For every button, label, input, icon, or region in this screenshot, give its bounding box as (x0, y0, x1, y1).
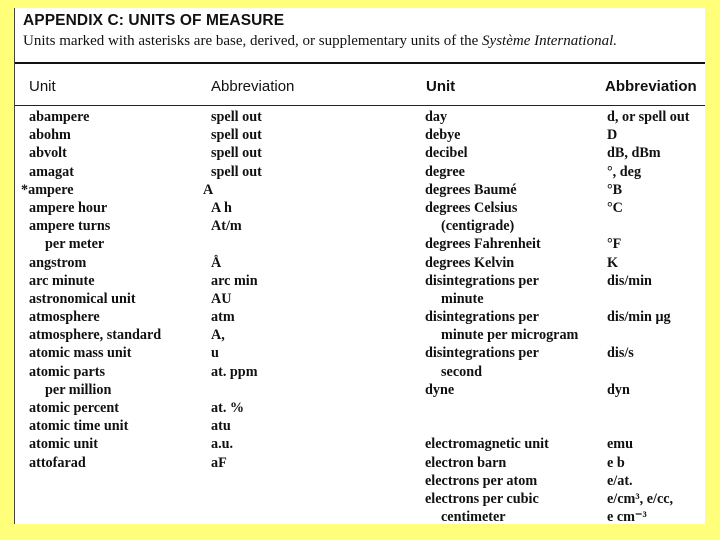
unit-name: degrees Fahrenheit (425, 236, 541, 253)
table-row (425, 326, 690, 344)
table-row (29, 272, 262, 290)
table-row (425, 417, 690, 435)
header-abbreviation-right: Abbreviation (605, 78, 697, 95)
table-row (425, 144, 690, 162)
unit-abbreviation: dis/min (607, 272, 652, 289)
unit-name: atomic unit (29, 436, 98, 453)
unit-abbreviation: °C (607, 199, 623, 216)
page-title: APPENDIX C: UNITS OF MEASURE (23, 12, 285, 29)
table-row (425, 290, 690, 308)
table-row (29, 144, 262, 162)
table-row (425, 454, 690, 472)
unit-name: debye (425, 127, 461, 144)
unit-name: abampere (29, 109, 90, 125)
appendix-page (14, 8, 705, 524)
unit-abbreviation: spell out (211, 109, 262, 125)
table-row (425, 217, 690, 235)
unit-name: *ampere (21, 181, 74, 198)
unit-abbreviation: D (607, 127, 618, 144)
table-row (29, 108, 262, 126)
table-row (425, 235, 690, 253)
unit-name: amagat (29, 163, 74, 180)
header-unit-left: Unit (29, 78, 56, 95)
unit-abbreviation: K (607, 254, 619, 271)
table-row (425, 399, 690, 417)
unit-abbreviation: u (211, 345, 219, 362)
unit-abbreviation: dB, dBm (607, 145, 661, 162)
unit-abbreviation: °B (607, 181, 623, 198)
header-unit-right: Unit (426, 78, 456, 95)
unit-name: atomic percent (29, 400, 119, 416)
unit-abbreviation: e cm⁻³ (607, 509, 647, 524)
unit-abbreviation: °F (607, 236, 622, 253)
table-row (29, 344, 262, 362)
unit-abbreviation: dis/s (607, 345, 634, 362)
unit-name: per meter (45, 236, 105, 253)
unit-name: abvolt (29, 145, 67, 162)
unit-name: ampere turns (29, 218, 111, 235)
unit-name: degrees Kelvin (425, 254, 515, 271)
unit-name: electromagnetic unit (425, 436, 549, 453)
top-rule (15, 62, 705, 64)
unit-name: angstrom (29, 254, 87, 271)
table-row (29, 199, 262, 217)
unit-abbreviation: At/m (211, 218, 242, 235)
unit-abbreviation: A h (211, 199, 232, 216)
unit-abbreviation: A (203, 181, 214, 198)
table-row (29, 217, 262, 235)
unit-name: (centigrade) (441, 218, 515, 235)
table-row (425, 508, 690, 524)
unit-abbreviation: at. % (211, 400, 245, 416)
table-row (425, 272, 690, 290)
unit-name (425, 417, 607, 435)
unit-abbreviation: atm (211, 309, 235, 326)
unit-name: astronomical unit (29, 290, 136, 307)
unit-name: ampere hour (29, 199, 108, 216)
right-unit-table (425, 108, 690, 524)
unit-name: disintegrations per (425, 309, 539, 326)
table-row (29, 163, 262, 181)
unit-name: minute per microgram (441, 327, 579, 344)
unit-name: atmosphere, standard (29, 327, 162, 344)
unit-name: abohm (29, 127, 71, 144)
unit-name: atmosphere (29, 309, 100, 326)
unit-name: electron barn (425, 454, 507, 471)
table-row (425, 254, 690, 272)
page-subtitle (23, 33, 617, 50)
table-row (425, 108, 690, 126)
unit-name: dyne (425, 381, 455, 398)
subtitle-italic: Système International. (482, 33, 618, 49)
unit-abbreviation: spell out (211, 145, 262, 162)
unit-name: arc minute (29, 272, 95, 289)
unit-name: attofarad (29, 454, 86, 471)
unit-name: degrees Baumé (425, 181, 517, 198)
table-row (425, 163, 690, 181)
unit-name: per million (45, 381, 112, 398)
table-row (425, 126, 690, 144)
table-row (425, 435, 690, 453)
table-row (29, 326, 262, 344)
table-row (425, 472, 690, 490)
unit-abbreviation: e/cm³, e/cc, (607, 490, 674, 507)
unit-abbreviation: dis/min μg (607, 309, 671, 326)
unit-name: decibel (425, 145, 468, 162)
table-row (425, 363, 690, 381)
table-row (425, 181, 690, 199)
unit-name: degrees Celsius (425, 199, 518, 216)
unit-name: degree (425, 163, 465, 180)
table-row (29, 454, 262, 472)
unit-abbreviation: atu (211, 418, 231, 435)
table-row (29, 363, 262, 381)
unit-name (425, 399, 607, 417)
table-row (29, 399, 262, 417)
table-row (29, 381, 262, 399)
unit-abbreviation: arc min (211, 272, 258, 289)
unit-name: disintegrations per (425, 345, 539, 362)
unit-abbreviation: Å (211, 254, 222, 271)
unit-name: atomic mass unit (29, 345, 132, 362)
table-row (29, 308, 262, 326)
unit-abbreviation: °, deg (607, 163, 642, 180)
table-row (29, 126, 262, 144)
header-abbreviation-left: Abbreviation (211, 78, 295, 95)
table-row (29, 435, 262, 453)
header-rule (15, 105, 705, 106)
table-row (21, 181, 262, 199)
unit-name: atomic parts (29, 363, 106, 380)
table-row (425, 344, 690, 362)
unit-abbreviation: spell out (211, 163, 262, 180)
table-row (425, 199, 690, 217)
table-row (29, 254, 262, 272)
left-unit-table (21, 108, 262, 472)
unit-abbreviation: at. ppm (211, 363, 258, 380)
unit-name: atomic time unit (29, 418, 129, 435)
unit-abbreviation: AU (211, 290, 232, 307)
unit-name: day (425, 109, 448, 125)
table-row (425, 490, 690, 508)
unit-name: centimeter (441, 509, 506, 524)
table-row (425, 381, 690, 399)
table-row (29, 235, 262, 253)
unit-abbreviation: aF (211, 454, 227, 471)
unit-name: electrons per atom (425, 472, 538, 489)
table-row (425, 308, 690, 326)
table-row (29, 417, 262, 435)
unit-name: second (441, 363, 482, 380)
unit-abbreviation: e b (607, 454, 625, 471)
unit-abbreviation: a.u. (211, 436, 234, 453)
unit-abbreviation: e/at. (607, 472, 633, 489)
unit-name: electrons per cubic (425, 490, 539, 507)
table-row (29, 290, 262, 308)
unit-name: minute (441, 290, 484, 307)
unit-abbreviation: A, (211, 327, 225, 344)
unit-name: disintegrations per (425, 272, 539, 289)
unit-abbreviation: dyn (607, 381, 630, 398)
unit-abbreviation: emu (607, 436, 634, 453)
unit-abbreviation: d, or spell out (607, 109, 690, 125)
unit-abbreviation: spell out (211, 127, 262, 144)
subtitle-text: Units marked with asterisks are base, derived, or supplementary units of the (23, 33, 479, 49)
